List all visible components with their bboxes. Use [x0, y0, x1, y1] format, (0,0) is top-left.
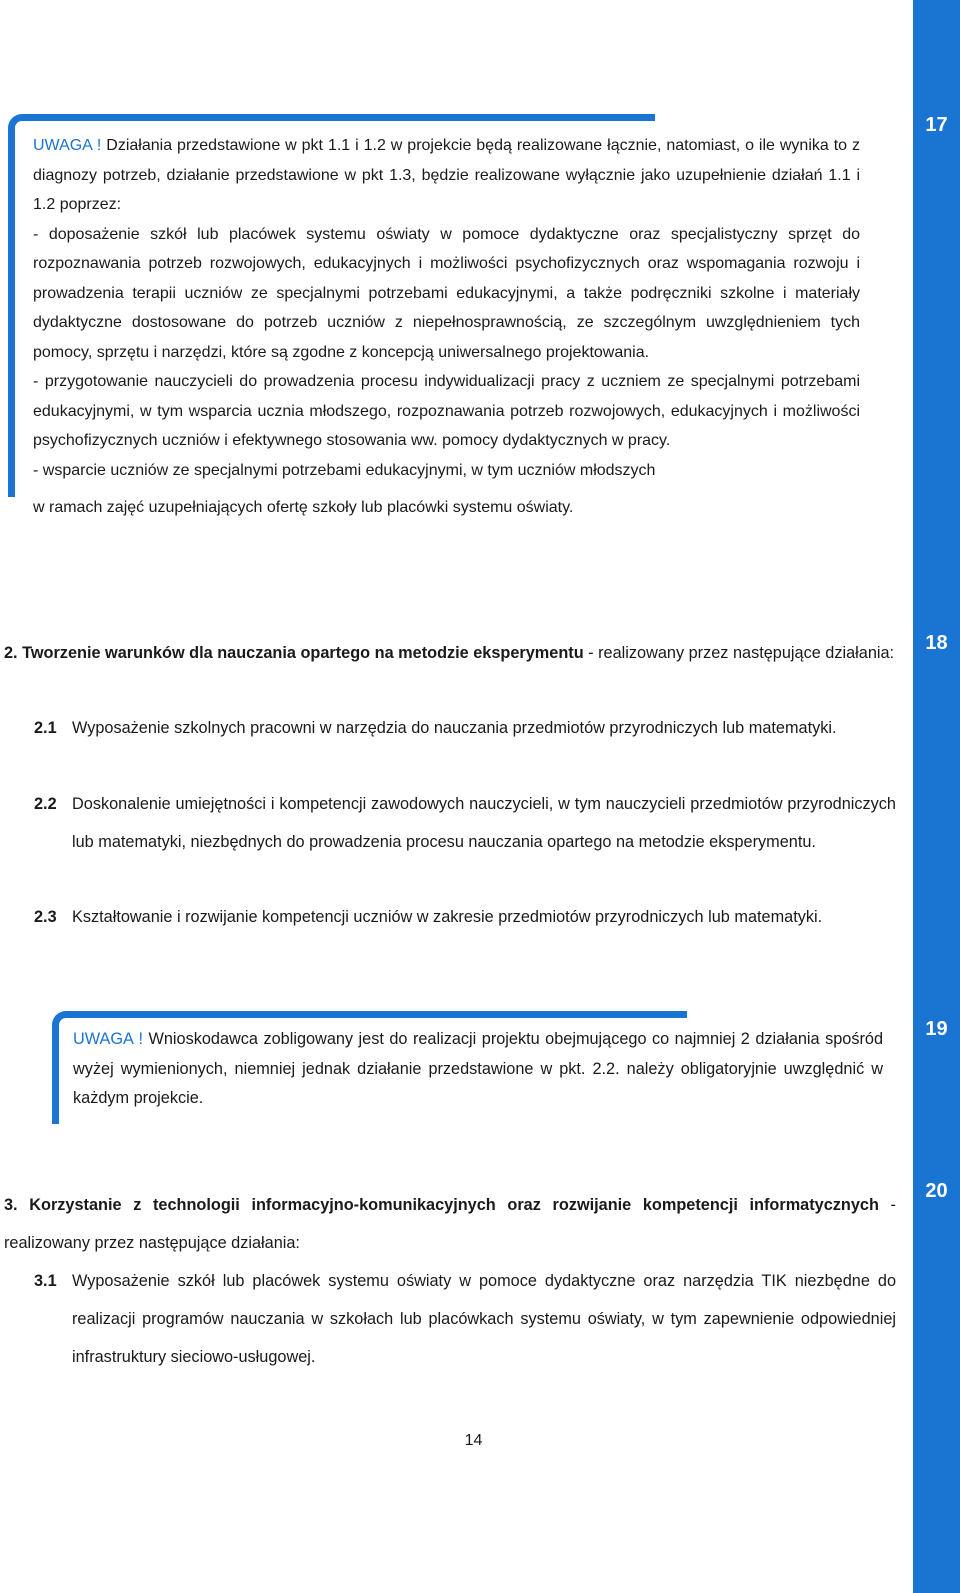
sidebar-number-17: 17 — [925, 114, 948, 136]
note-1-bullet: - wsparcie uczniów ze specjalnymi potrzebami edukacyjnymi, w tym uczniów młodszych — [33, 461, 656, 479]
item-text: Wyposażenie szkolnych pracowni w narzędzia do nauczania przedmiotów przyrodniczych lub matematyki. — [72, 719, 837, 737]
item-number: 2.1 — [34, 719, 57, 737]
section-3-suffix: - realizowany przez następujące działania: — [4, 1196, 896, 1252]
section-2-title: Tworzenie warunków dla nauczania opartego na metodzie eksperymentu — [22, 644, 584, 662]
item-number: 3.1 — [34, 1272, 57, 1290]
section-2-heading — [4, 634, 896, 672]
section-2-suffix: - realizowany przez następujące działania: — [583, 644, 895, 662]
note-2-label: UWAGA ! — [73, 1030, 144, 1048]
section-2-number: 2. — [4, 644, 18, 662]
section-3-heading — [4, 1186, 896, 1262]
note-1 — [33, 131, 860, 523]
sidebar-number-18: 18 — [925, 632, 948, 654]
note-2 — [73, 1025, 883, 1114]
sidebar-number-20: 20 — [925, 1180, 948, 1202]
item-number: 2.2 — [34, 795, 57, 813]
note-1-label: UWAGA ! — [33, 137, 102, 154]
note-1-lead — [33, 131, 860, 220]
note-1-lead-text: Działania przedstawione w pkt 1.1 i 1.2 w projekcie będą realizowane łącznie, natomiast, o ile wynika to z diagnozy potrzeb, działanie przedstawione w pkt 1.3, będzie realizowane wyłącznie jako uzupełnienie działań 1.1 i 1.2 poprzez: — [33, 137, 861, 213]
sidebar — [913, 0, 960, 1593]
item-text: Doskonalenie umiejętności i kompetencji zawodowych nauczycieli, w tym nauczycieli przedmiotów przyrodniczych lub matematyki, niezbędnych do prowadzenia procesu nauczania opartego na metodzie eksperymentu. — [72, 795, 896, 851]
note-2-text: Wnioskodawca zobligowany jest do realizacji projektu obejmującego co najmniej 2 działania spośród wyżej wymienionych, niemniej jednak działanie przedstawione w pkt. 2.2. należy obligatoryjnie uwzględnić w każdym projekcie. — [73, 1030, 883, 1107]
section-3-item — [34, 1262, 896, 1376]
sidebar-number-19: 19 — [925, 1018, 948, 1040]
note-1-bullet: w ramach zajęć uzupełniających ofertę szkoły lub placówki systemu oświaty. — [33, 499, 574, 516]
note-1-bullet: - doposażenie szkół lub placówek systemu oświaty w pomoce dydaktyczne oraz specjalistyczny sprzęt do rozpoznawania potrzeb rozwojowych, edukacyjnych i możliwości psychofizycznych oraz wspomagania rozwoju i prowadzenia terapii uczniów ze specjalnymi potrzebami edukacyjnymi, a także podręczniki szkolne i materiały dydaktyczne dostosowane do potrzeb uczniów z niepełnosprawnością, ze szczególnym uwzględnieniem tych pomocy, sprzętu i narzędzi, które są zgodne z koncepcją uniwersalnego projektowania. — [33, 225, 860, 361]
section-3-title: Korzystanie z technologii informacyjno-komunikacyjnych oraz rozwijanie kompetencji informatycznych — [29, 1196, 879, 1214]
item-text: Wyposażenie szkół lub placówek systemu oświaty w pomoce dydaktyczne oraz narzędzia TIK niezbędne do realizacji programów nauczania w szkołach lub placówkach systemu oświaty, w tym zapewnienie odpowiedniej infrastruktury sieciowo-usługowej. — [72, 1272, 896, 1366]
page-number: 14 — [464, 1432, 483, 1449]
section-2-item — [34, 785, 896, 861]
section-3-number: 3. — [4, 1196, 18, 1214]
section-2-item — [34, 709, 896, 747]
section-2-item — [34, 898, 896, 936]
note-1-bullet: - przygotowanie nauczycieli do prowadzenia procesu indywidualizacji pracy z uczniem ze specjalnymi potrzebami edukacyjnymi, w tym wsparcia ucznia młodszego, rozpoznawania potrzeb rozwojowych, edukacyjnych i możliwości psychofizycznych uczniów i efektywnego stosowania ww. pomocy dydaktycznych w pracy. — [33, 373, 860, 449]
item-text: Kształtowanie i rozwijanie kompetencji uczniów w zakresie przedmiotów przyrodniczych lub matematyki. — [72, 908, 823, 926]
item-number: 2.3 — [34, 908, 57, 926]
